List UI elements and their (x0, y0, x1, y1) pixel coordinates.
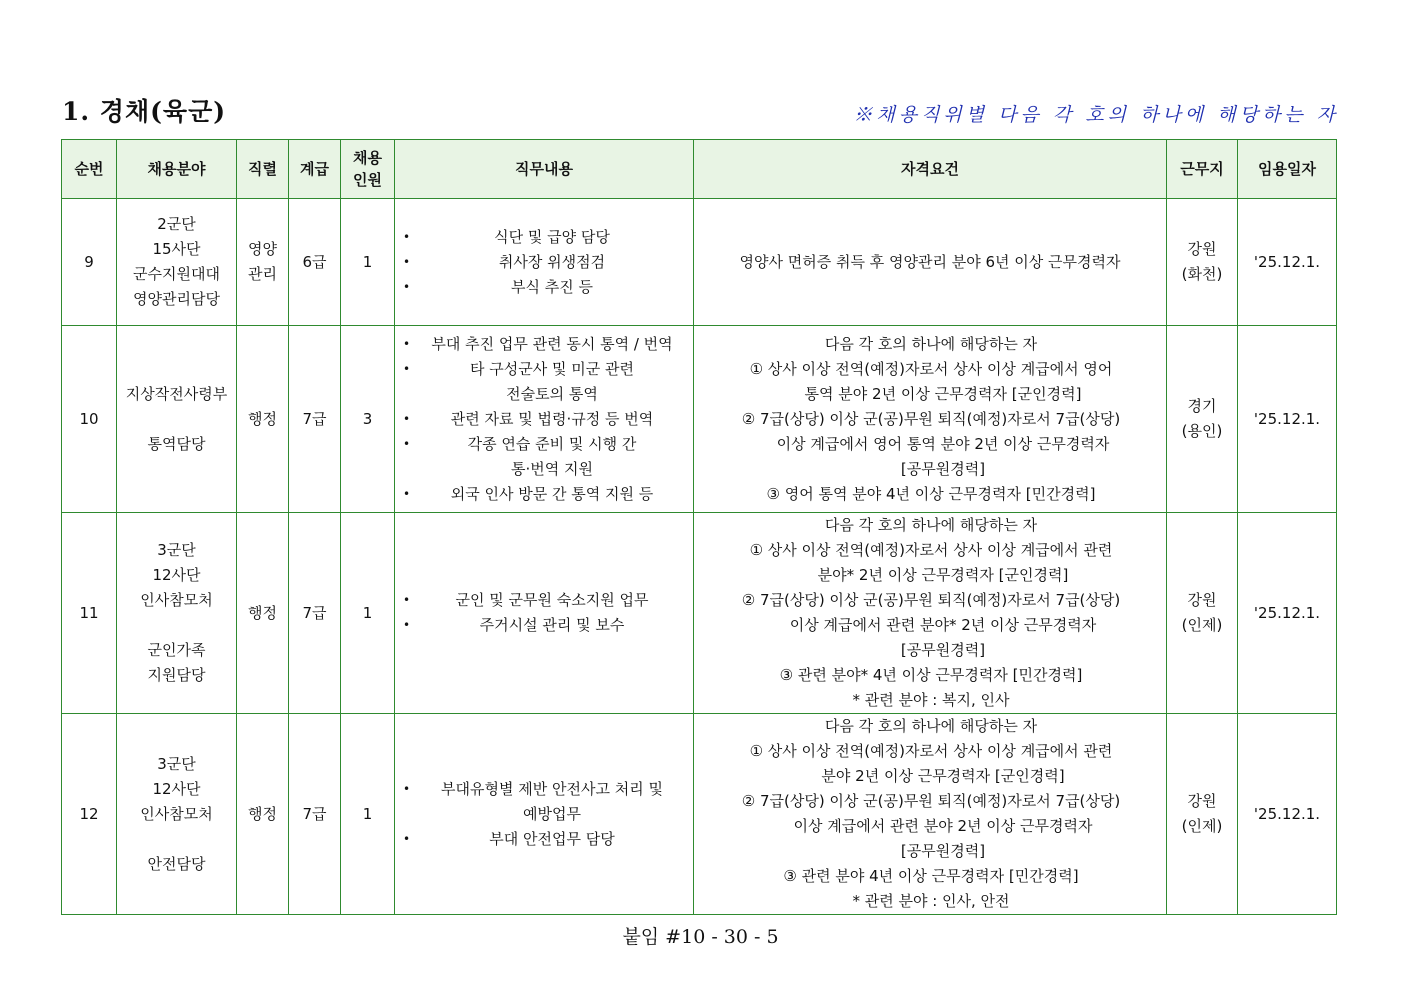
field-line: 통역담당 (147, 434, 206, 453)
duties-list (401, 225, 687, 300)
duties-list (401, 777, 687, 852)
field-line: 인사참모처 (140, 591, 213, 609)
page-title: 1. 경채(육군) (62, 97, 227, 126)
duties-list (401, 332, 687, 507)
duty-item: • 주거시설 관리 및 보수 (401, 613, 687, 638)
row-number: 11 (62, 513, 117, 714)
appointment-date: '25.12.1. (1238, 326, 1337, 513)
qualification-line: 분야* 2년 이상 근무경력자 [군인경력] (817, 566, 1069, 584)
headcount: 1 (341, 714, 395, 915)
field-line: 지원담당 (147, 666, 206, 684)
column-header-5: 직무내용 (395, 140, 694, 199)
qualification-line: * 관련 분야 : 인사, 안전 (852, 892, 1010, 910)
duty-item: • 군인 및 군무원 숙소지원 업무 (401, 588, 687, 613)
duty-item: • 부대 안전업무 담당 (401, 827, 687, 852)
work-location: 강원 (인제) (1167, 513, 1238, 714)
duty-item: • 취사장 위생점검 (401, 250, 687, 275)
column-header-2: 직렬 (237, 140, 289, 199)
headcount: 1 (341, 199, 395, 326)
qualification-line: 영양사 면허증 취득 후 영양관리 분야 6년 이상 근무경력자 (739, 252, 1121, 271)
qualification-line: 통역 분야 2년 이상 근무경력자 [군인경력] (804, 384, 1082, 403)
field-line: 인사참모처 (140, 804, 213, 823)
job-grade: 6급 (289, 199, 341, 326)
job-duties (395, 714, 694, 915)
qualification (694, 199, 1167, 326)
recruitment-table (61, 139, 1337, 915)
appointment-date: '25.12.1. (1238, 513, 1337, 714)
qualification (694, 326, 1167, 513)
row-number: 12 (62, 714, 117, 915)
job-duties (395, 513, 694, 714)
field-line (118, 407, 235, 432)
job-series: 영양 관리 (237, 199, 289, 326)
job-grade: 7급 (289, 326, 341, 513)
table-row (62, 326, 1337, 513)
row-number: 10 (62, 326, 117, 513)
duty-item: • 부식 추진 등 (401, 275, 687, 300)
page-footer: 붙임 #10 - 30 - 5 (622, 926, 779, 948)
field-line: 3군단 (157, 754, 196, 773)
column-header-1: 채용분야 (117, 140, 237, 199)
field-line (118, 613, 235, 638)
column-header-4: 채용 인원 (341, 140, 395, 199)
qualification-line: 이상 계급에서 관련 분야* 2년 이상 근무경력자 (789, 616, 1097, 634)
headcount: 1 (341, 513, 395, 714)
recruit-field (117, 513, 237, 714)
table-row (62, 513, 1337, 714)
duty-item: • 부대 추진 업무 관련 동시 통역 / 번역 (401, 332, 687, 357)
job-series: 행정 (237, 326, 289, 513)
table-row (62, 199, 1337, 326)
qualification-line: [공무원경력] (900, 641, 986, 659)
qualification-line: ① 상사 이상 전역(예정)자로서 상사 이상 계급에서 영어 (749, 359, 1113, 378)
qualification (694, 513, 1167, 714)
duty-item: • 각종 연습 준비 및 시행 간 통·번역 지원 (401, 432, 687, 482)
column-header-3: 계급 (289, 140, 341, 199)
field-line: 지상작전사령부 (125, 384, 228, 403)
work-location: 경기 (용인) (1167, 326, 1238, 513)
qualification-line: ③ 관련 분야 4년 이상 근무경력자 [민간경력] (783, 867, 1079, 885)
job-series: 행정 (237, 513, 289, 714)
qualification-line: ③ 관련 분야* 4년 이상 근무경력자 [민간경력] (779, 666, 1083, 684)
field-line: 15사단 (152, 240, 201, 258)
column-header-7: 근무지 (1167, 140, 1238, 199)
duty-item: • 식단 및 급양 담당 (401, 225, 687, 250)
duties-list (401, 588, 687, 638)
job-duties (395, 326, 694, 513)
recruit-field (117, 199, 237, 326)
field-line: 군인가족 (147, 641, 206, 659)
recruit-field (117, 714, 237, 915)
qualification-line: ② 7급(상당) 이상 군(공)무원 퇴직(예정)자로서 7급(상당) (741, 792, 1121, 810)
work-location: 강원 (화천) (1167, 199, 1238, 326)
column-header-6: 자격요건 (694, 140, 1167, 199)
column-header-0: 순번 (62, 140, 117, 199)
criteria-note: ※채용직위별 다음 각 호의 하나에 해당하는 자 (853, 104, 1339, 126)
appointment-date: '25.12.1. (1238, 714, 1337, 915)
field-line: 영양관리담당 (133, 290, 220, 308)
table-header-row (62, 140, 1337, 199)
qualification-line: * 관련 분야 : 복지, 인사 (852, 691, 1010, 709)
qualification-line: 이상 계급에서 관련 분야 2년 이상 근무경력자 (793, 817, 1093, 835)
qualification-line: 분야 2년 이상 근무경력자 [군인경력] (821, 767, 1065, 785)
job-series: 행정 (237, 714, 289, 915)
qualification-line: ① 상사 이상 전역(예정)자로서 상사 이상 계급에서 관련 (749, 742, 1113, 760)
qualification-line: [공무원경력] (900, 459, 986, 478)
job-grade: 7급 (289, 714, 341, 915)
field-line: 12사단 (152, 566, 201, 584)
duty-item: • 외국 인사 방문 간 통역 지원 등 (401, 482, 687, 507)
recruit-field (117, 326, 237, 513)
qualification-line: ③ 영어 통역 분야 4년 이상 근무경력자 [민간경력] (766, 484, 1096, 503)
qualification-line: ② 7급(상당) 이상 군(공)무원 퇴직(예정)자로서 7급(상당) (741, 409, 1121, 428)
job-grade: 7급 (289, 513, 341, 714)
table-row (62, 714, 1337, 915)
appointment-date: '25.12.1. (1238, 199, 1337, 326)
row-number: 9 (62, 199, 117, 326)
field-line: 12사단 (152, 779, 201, 798)
qualification-line: ① 상사 이상 전역(예정)자로서 상사 이상 계급에서 관련 (749, 541, 1113, 559)
qualification-line: 다음 각 호의 하나에 해당하는 자 (824, 717, 1038, 735)
qualification-line: ② 7급(상당) 이상 군(공)무원 퇴직(예정)자로서 7급(상당) (741, 591, 1121, 609)
qualification-line: 다음 각 호의 하나에 해당하는 자 (824, 334, 1038, 353)
job-duties (395, 199, 694, 326)
column-header-8: 임용일자 (1238, 140, 1337, 199)
headcount: 3 (341, 326, 395, 513)
qualification-line: 다음 각 호의 하나에 해당하는 자 (824, 516, 1038, 534)
qualification-line: 이상 계급에서 영어 통역 분야 2년 이상 근무경력자 (776, 434, 1110, 453)
qualification (694, 714, 1167, 915)
duty-item: • 부대유형별 제반 안전사고 처리 및 예방업무 (401, 777, 687, 827)
field-line: 군수지원대대 (133, 265, 220, 283)
qualification-line: [공무원경력] (900, 842, 986, 860)
field-line (118, 827, 235, 852)
duty-item: • 타 구성군사 및 미군 관련 전술토의 통역 (401, 357, 687, 407)
work-location: 강원 (인제) (1167, 714, 1238, 915)
field-line: 2군단 (157, 215, 196, 233)
field-line: 안전담당 (147, 854, 206, 873)
field-line: 3군단 (157, 541, 196, 559)
duty-item: • 관련 자료 및 법령·규정 등 번역 (401, 407, 687, 432)
